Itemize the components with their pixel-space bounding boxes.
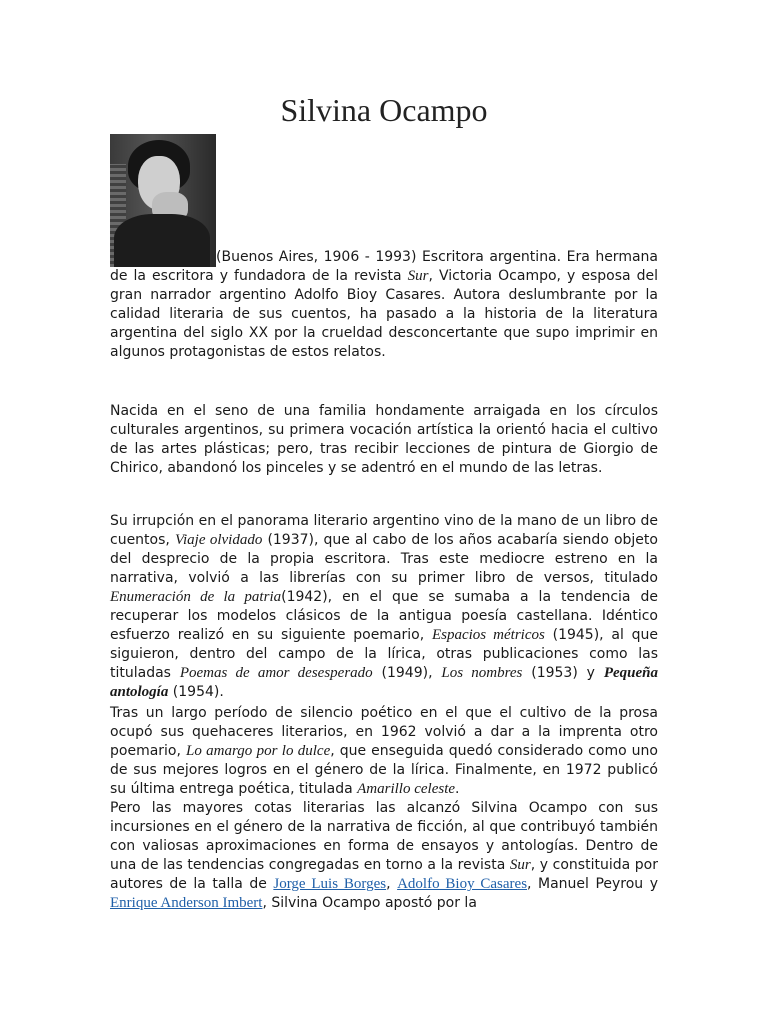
- book-title: Viaje olvidado: [174, 532, 263, 548]
- intro-text-b: , Victoria Ocampo, y esposa del gran narrador argentino Adolfo Bioy Casares. Autora deslumbrante por la calidad literaria de sus cuentos, ha pasado a la historia de la literatura argentina del siglo XX por la crueldad desconcertante que supo imprimir en algunos protagonistas de estos relatos.: [110, 268, 658, 360]
- book-title: Poemas de amor desesperado: [179, 665, 373, 681]
- paragraph-intro: [110, 134, 658, 362]
- link-enrique-anderson-imbert[interactable]: Enrique Anderson Imbert: [110, 895, 263, 911]
- poetry-text-e: (1949),: [372, 665, 442, 681]
- narrative-text-c: ,: [386, 876, 398, 892]
- book-title: Amarillo celeste: [357, 781, 456, 797]
- poetry-text-g: (1954).: [168, 684, 224, 700]
- poetry-text-d: (1945), al que siguieron, dentro del campo de la lírica, otras publicaciones como las tituladas: [110, 627, 658, 681]
- author-portrait: [110, 134, 216, 267]
- page-title: Silvina Ocampo: [280, 92, 488, 128]
- intro-text-a: (Buenos Aires, 1906 - 1993) Escritora argentina. Era hermana de la escritora y fundadora de la revista: [110, 249, 658, 284]
- narrative-text-a: Pero las mayores cotas literarias las alcanzó Silvina Ocampo con sus incursiones en el género de la narrativa de ficción, al que contribuyó también con valiosas aproximaciones en forma de ensayos y antologías. Dentro de una de las tendencias congregadas en torno a la revista: [110, 800, 658, 873]
- poetry-text-a: Su irrupción en el panorama literario argentino vino de la mano de un libro de cuentos,: [110, 513, 658, 548]
- narrative-text-d: , Manuel Peyrou y: [527, 876, 658, 892]
- paragraph-later-poetry: [110, 704, 658, 799]
- link-adolfo-bioy-casares[interactable]: Adolfo Bioy Casares: [397, 876, 528, 892]
- book-title: Lo amargo por lo dulce: [185, 743, 331, 759]
- poetry-text-c: (1942), en el que se sumaba a la tendencia de recuperar los modelos clásicos de la antigua poesía castellana. Idéntico esfuerzo realizó en su siguiente poemario,: [110, 589, 658, 643]
- poetry-text-b: (1937), que al cabo de los años acabaría siendo objeto del desprecio de la propia escritora. Tras este mediocre estreno en la narrativa, volvió a las librerías con su primer libro de versos, titulado: [110, 532, 658, 586]
- magazine-title-sur: Sur: [407, 268, 429, 284]
- narrative-text-e: , Silvina Ocampo apostó por la: [262, 895, 477, 911]
- paragraph-origins: Nacida en el seno de una familia hondamente arraigada en los círculos culturales argentinos, su primera vocación artística la orientó hacia el cultivo de las artes plásticas; pero, tras recibir lecciones de pintura de Giorgio de Chirico, abandonó los pinceles y se adentró en el mundo de las letras.: [110, 403, 658, 476]
- book-title: Pequeña antología: [110, 665, 658, 700]
- paragraph-narrative: [110, 799, 658, 913]
- later-text-c: .: [455, 781, 460, 797]
- book-title: Enumeración de la patria: [110, 589, 282, 605]
- book-title: Espacios métricos: [431, 627, 545, 643]
- later-text-a: Tras un largo período de silencio poético en el que el cultivo de la prosa ocupó sus quehaceres literarios, en 1962 volvió a dar a la imprenta otro poemario,: [110, 705, 658, 759]
- book-title: Los nombres: [441, 665, 523, 681]
- narrative-text-b: , y constituida por autores de la talla de: [110, 857, 658, 892]
- later-text-b: , que enseguida quedó considerado como uno de sus mejores logros en el género de la lírica. Finalmente, en 1972 publicó su última entrega poética, titulada: [110, 743, 658, 797]
- paragraph-poetry: [110, 512, 658, 702]
- poetry-text-f: (1953) y: [522, 665, 604, 681]
- link-jorge-luis-borges[interactable]: Jorge Luis Borges: [273, 876, 387, 892]
- magazine-title-sur: Sur: [509, 857, 531, 873]
